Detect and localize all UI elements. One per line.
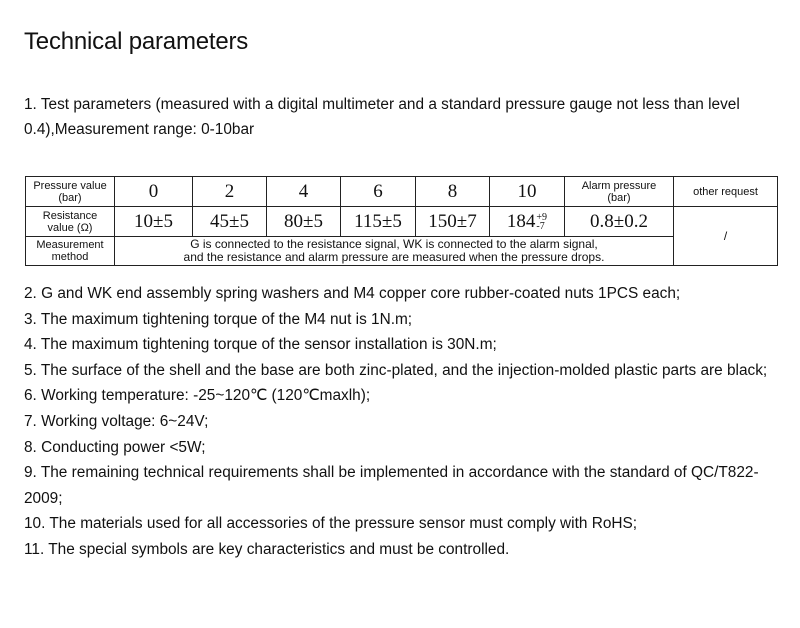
resistance-value: 45±5	[193, 207, 267, 237]
method-label: Measurement	[36, 239, 104, 251]
page-title: Technical parameters	[24, 28, 249, 55]
test-parameters-text: 1. Test parameters (measured with a digital multimeter and a standard pressure gauge not less than level 0.4),Measurement range: 0-10bar	[24, 96, 740, 138]
resistance-value: 150±7	[416, 207, 490, 237]
method-label-2: method	[51, 251, 89, 263]
pressure-label-cell	[26, 177, 115, 207]
resistance-unit: value (Ω)	[47, 221, 93, 234]
alarm-pressure-value: 0.8±0.2	[565, 207, 674, 237]
resistance-base: 184	[506, 210, 536, 232]
tolerance-plus: +9	[536, 212, 548, 224]
list-item: 2. G and WK end assembly spring washers and M4 copper core rubber-coated nuts 1PCS each;	[24, 285, 681, 302]
list-item: 5. The surface of the shell and the base are both zinc-plated, and the injection-molded plastic parts are black;	[24, 361, 768, 379]
resistance-value: 10±5	[115, 207, 193, 237]
pressure-label: Pressure value	[33, 179, 107, 192]
other-request-value: /	[674, 207, 778, 266]
alarm-pressure-unit: (bar)	[607, 191, 631, 204]
requirements-list	[24, 281, 776, 563]
list-item: 9. The remaining technical requirements shall be implemented in accordance with the standard of QC/T822-2009;	[24, 464, 759, 507]
pressure-unit: (bar)	[58, 191, 82, 204]
tolerance	[536, 213, 547, 231]
resistance-label: Resistance	[42, 209, 98, 222]
method-label-cell	[26, 237, 115, 266]
pressure-value: 4	[267, 177, 341, 207]
pressure-row	[26, 177, 778, 207]
tolerance-minus: -7	[536, 221, 545, 233]
method-note-cell	[115, 237, 674, 266]
list-item: 6. Working temperature: -25~120℃ (120℃maxlh);	[24, 387, 371, 405]
resistance-value: 115±5	[341, 207, 416, 237]
pressure-value: 0	[115, 177, 193, 207]
resistance-value-tolerance	[490, 207, 565, 237]
alarm-pressure-label: Alarm pressure	[581, 179, 657, 192]
pressure-value: 10	[490, 177, 565, 207]
method-note-line-1: G is connected to the resistance signal, WK is connected to the alarm signal,	[190, 237, 598, 251]
method-note-line-2: and the resistance and alarm pressure are measured when the pressure drops.	[183, 250, 605, 264]
other-request-label: other request	[674, 177, 778, 207]
parameters-table	[25, 176, 778, 266]
list-item: 7. Working voltage: 6~24V;	[24, 412, 209, 430]
alarm-pressure-label-cell	[565, 177, 674, 207]
pressure-value: 2	[193, 177, 267, 207]
list-item: 4. The maximum tightening torque of the sensor installation is 30N.m;	[24, 336, 497, 354]
list-item: 3. The maximum tightening torque of the M4 nut is 1N.m;	[24, 310, 413, 328]
method-row	[26, 237, 778, 266]
list-item: 8. Conducting power <5W;	[24, 438, 206, 456]
pressure-value: 6	[341, 177, 416, 207]
pressure-value: 8	[416, 177, 490, 207]
list-item: 10. The materials used for all accessories of the pressure sensor must comply with RoHS;	[24, 515, 638, 533]
list-item: 11. The special symbols are key characteristics and must be controlled.	[24, 540, 510, 558]
resistance-value: 80±5	[267, 207, 341, 237]
resistance-label-cell	[26, 207, 115, 237]
resistance-row	[26, 207, 778, 237]
